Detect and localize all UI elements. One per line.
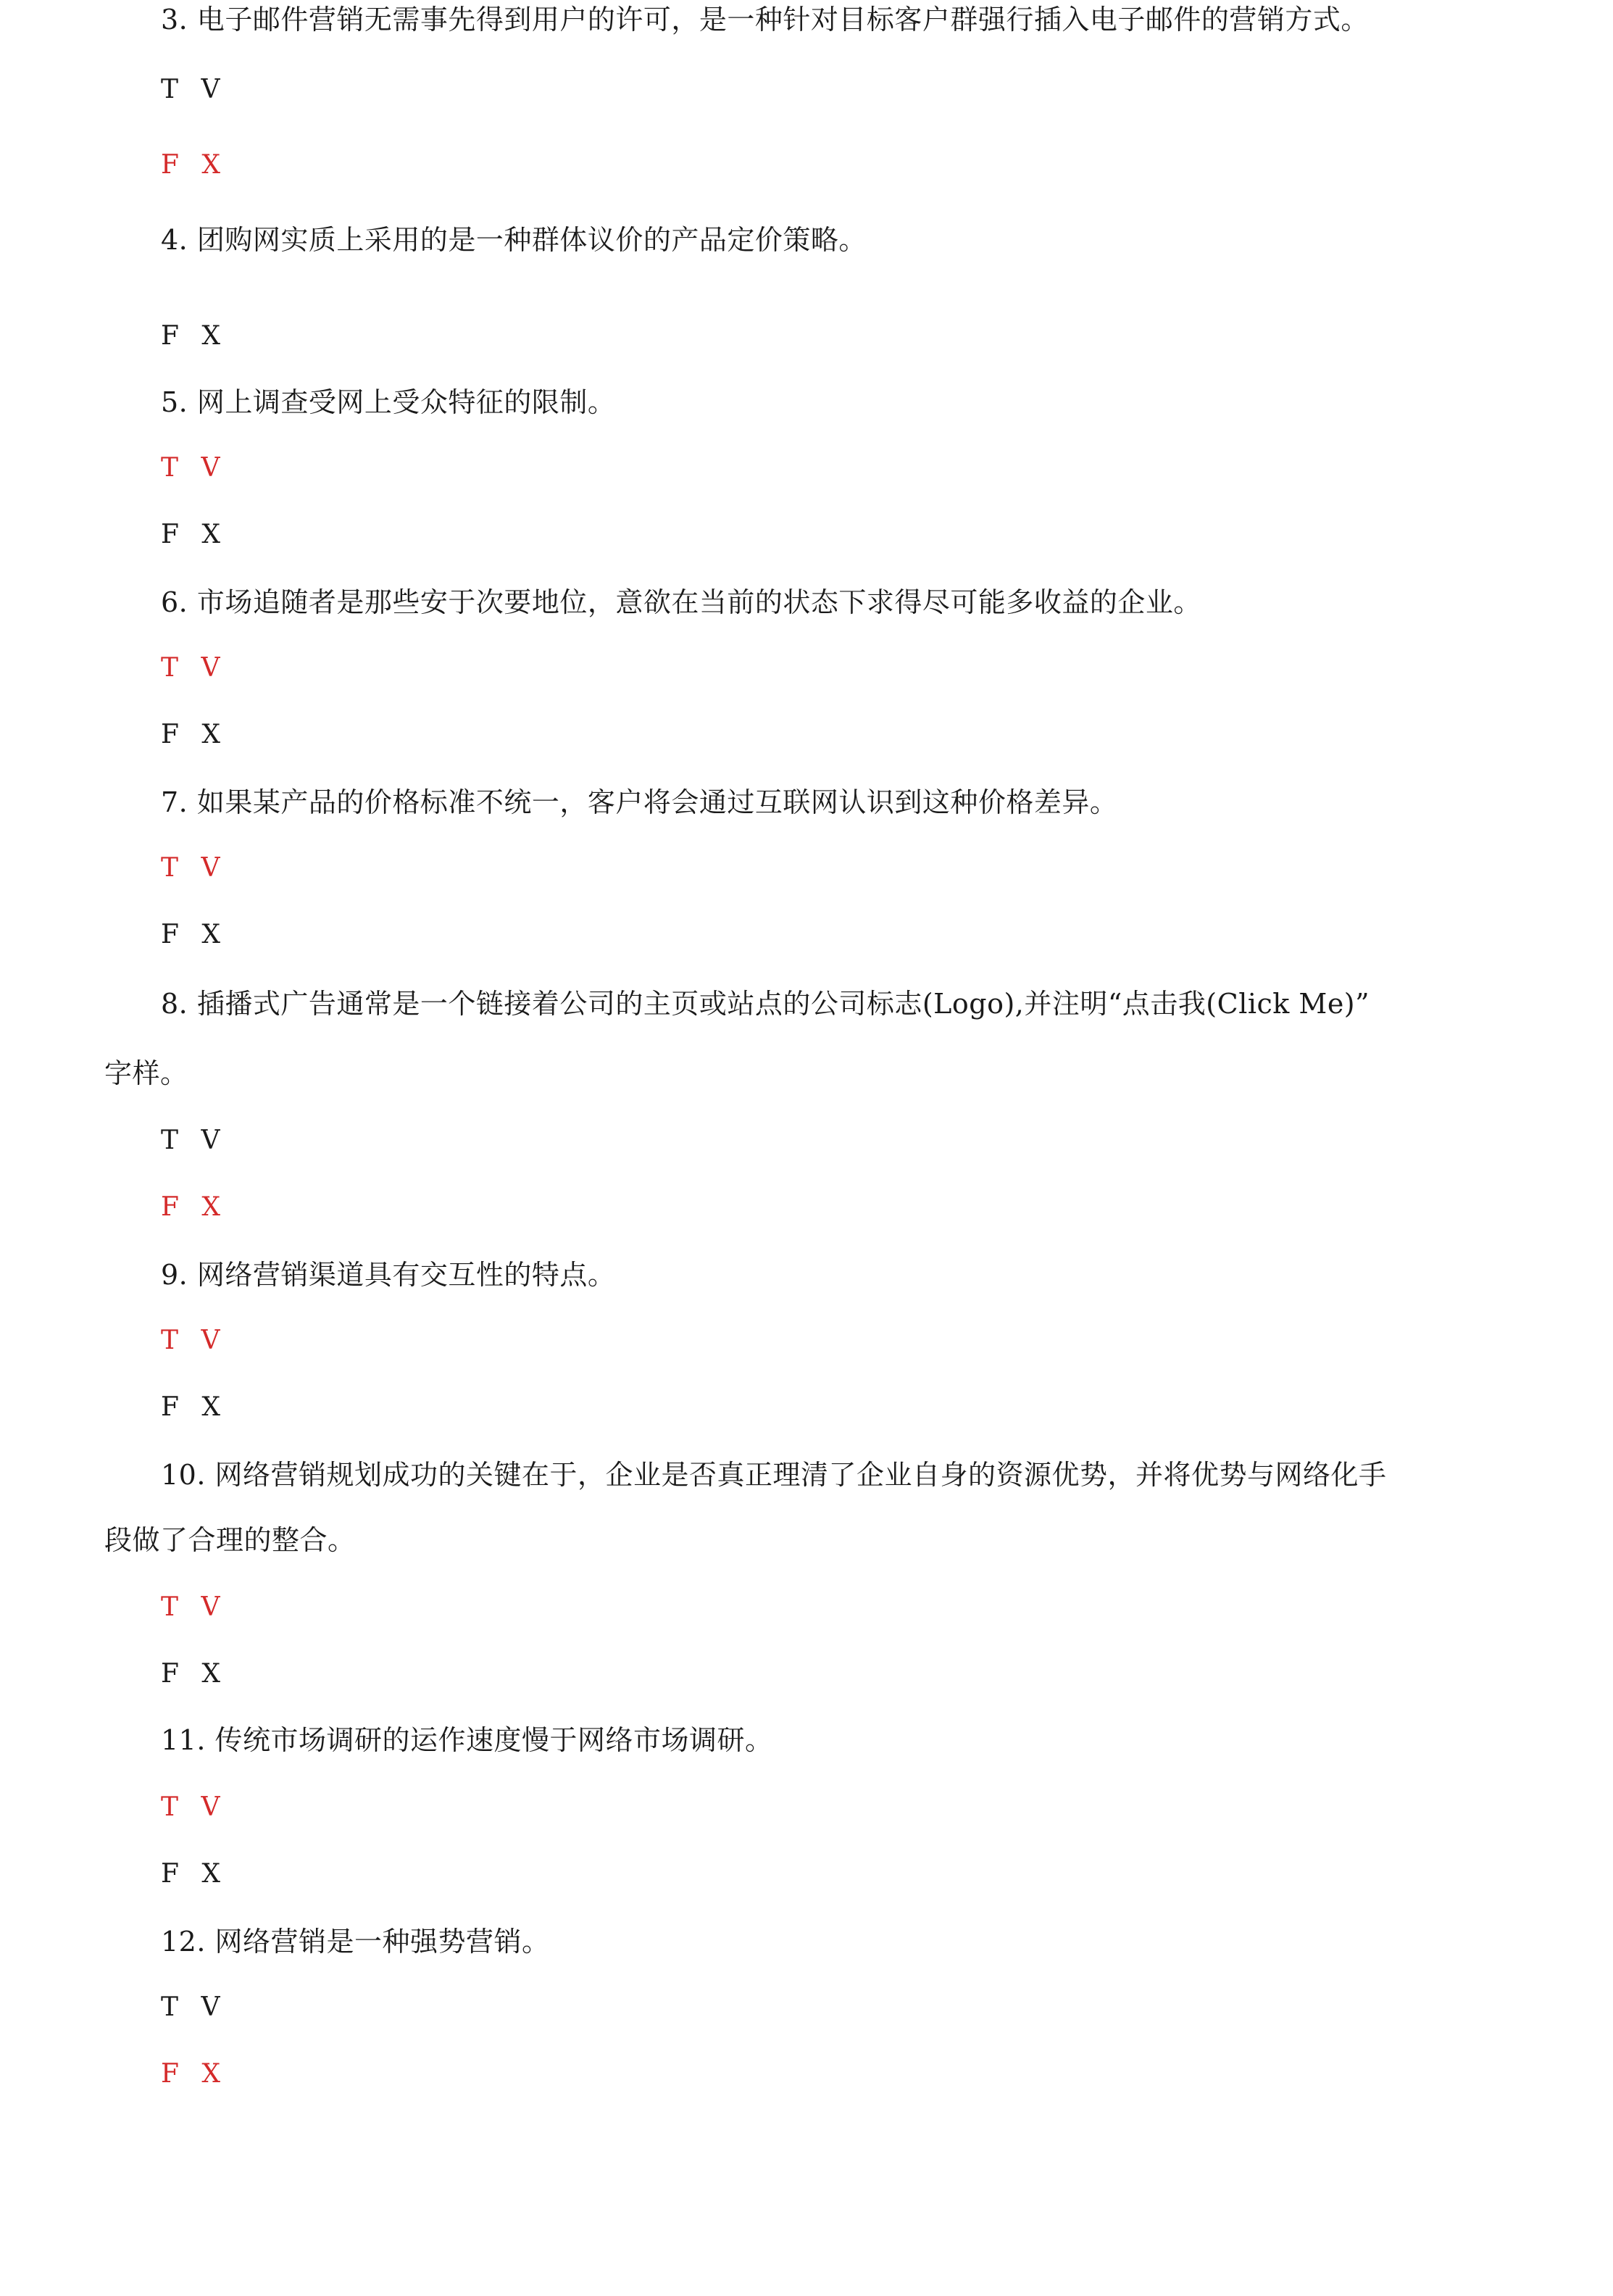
answer-option: F X [161,321,228,351]
answer-option: F X [161,1859,228,1889]
question-text: 4. 团购网实质上采用的是一种群体议价的产品定价策略。 [161,224,867,256]
answer-option: F X [161,520,228,549]
answer-option-selected: T V [161,453,228,483]
answer-option: F X [161,920,228,949]
question-text: 8. 插播式广告通常是一个链接着公司的主页或站点的公司标志(Logo),并注明“点击我(Click Me)” [161,988,1370,1020]
answer-option: F X [161,1392,228,1422]
question-text: 12. 网络营销是一种强势营销。 [161,1926,550,1958]
answer-option-selected: F X [161,2059,228,2089]
question-text-continuation: 段做了合理的整合。 [104,1524,356,1556]
question-text: 3. 电子邮件营销无需事先得到用户的许可，是一种针对目标客户群强行插入电子邮件的营销方式。 [161,4,1369,36]
answer-option-selected: T V [161,1326,228,1355]
question-text: 6. 市场追随者是那些安于次要地位，意欲在当前的状态下求得尽可能多收益的企业。 [161,586,1201,618]
answer-option: T V [161,75,228,104]
answer-option-selected: T V [161,1592,228,1622]
answer-option-selected: T V [161,853,228,883]
answer-option: T V [161,1992,228,2022]
question-text: 9. 网络营销渠道具有交互性的特点。 [161,1259,616,1291]
question-text: 7. 如果某产品的价格标准不统一，客户将会通过互联网认识到这种价格差异。 [161,786,1118,818]
question-text: 5. 网上调查受网上受众特征的限制。 [161,386,616,418]
answer-option-selected: T V [161,653,228,683]
question-text: 10. 网络营销规划成功的关键在于，企业是否真正理清了企业自身的资源优势，并将优势与网络化手 [161,1459,1387,1491]
answer-option-selected: T V [161,1792,228,1822]
answer-option: T V [161,1126,228,1155]
answer-option: F X [161,720,228,749]
answer-option-selected: F X [161,1192,228,1222]
question-text-continuation: 字样。 [104,1057,188,1089]
question-text: 11. 传统市场调研的运作速度慢于网络市场调研。 [161,1724,773,1756]
answer-option-selected: F X [161,150,228,180]
answer-option: F X [161,1659,228,1689]
